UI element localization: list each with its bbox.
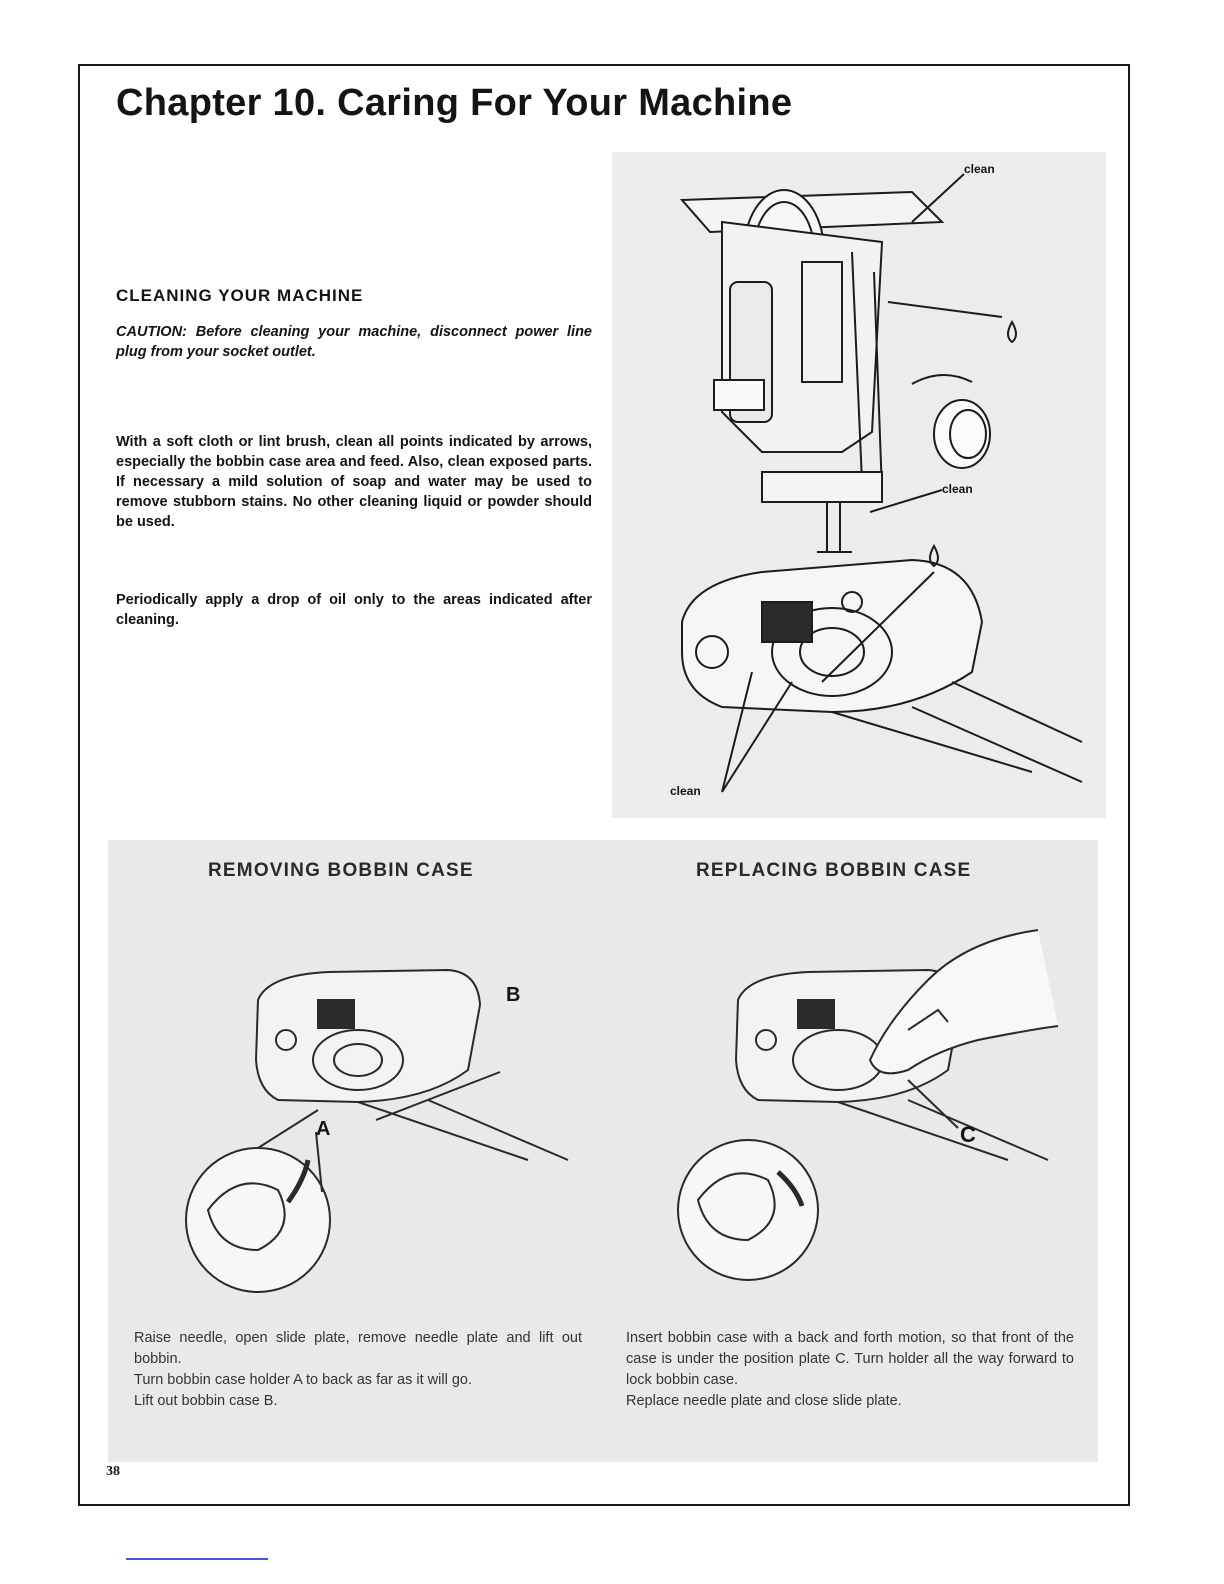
- label-b: B: [506, 984, 521, 1006]
- clean-label-top: clean: [964, 162, 995, 176]
- removing-step-1: Raise needle, open slide plate, remove needle plate and lift out bobbin.: [134, 1330, 582, 1367]
- replacing-heading: REPLACING BOBBIN CASE: [696, 860, 972, 881]
- machine-head-drawing: [612, 152, 1106, 818]
- replacing-step-2: Replace needle plate and close slide plate.: [626, 1393, 902, 1409]
- replacing-step-1: Insert bobbin case with a back and forth motion, so that front of the case is under the position plate C. Turn holder all the way forward to lock bobbin case.: [626, 1330, 1074, 1388]
- removing-step-2: Turn bobbin case holder A to back as far as it will go.: [134, 1372, 472, 1388]
- footer-link-line: [126, 1558, 268, 1560]
- label-a: A: [316, 1118, 331, 1140]
- replacing-bobbin-drawing: [608, 910, 1078, 1310]
- removing-bobbin-drawing: [108, 910, 578, 1310]
- cleaning-paragraph-2: Periodically apply a drop of oil only to the areas indicated after cleaning.: [116, 592, 592, 628]
- removing-instructions: [134, 1328, 582, 1412]
- removing-step-3: Lift out bobbin case B.: [134, 1393, 278, 1409]
- caution-text: CAUTION: Before cleaning your machine, disconnect power line plug from your socket outlet.: [116, 324, 592, 360]
- removing-illustration: [108, 910, 578, 1310]
- clean-label-middle: clean: [942, 482, 973, 496]
- removing-heading: REMOVING BOBBIN CASE: [208, 860, 474, 881]
- label-c: C: [960, 1122, 976, 1147]
- machine-cleaning-illustration: [612, 152, 1106, 818]
- page-number: 38: [106, 1464, 120, 1479]
- replacing-illustration: [608, 910, 1078, 1310]
- bobbin-case-panel: [108, 840, 1098, 1462]
- chapter-title: Chapter 10. Caring For Your Machine: [116, 82, 793, 124]
- cleaning-heading: CLEANING YOUR MACHINE: [116, 286, 364, 305]
- cleaning-paragraph-1: With a soft cloth or lint brush, clean all points indicated by arrows, especially the bobbin case area and feed. Also, clean exposed parts. If necessary a mild solution of soap and water may be used to remove stubborn stains. No other cleaning liquid or powder should be used.: [116, 434, 592, 530]
- clean-label-bottom: clean: [670, 784, 701, 798]
- replacing-instructions: [626, 1328, 1074, 1412]
